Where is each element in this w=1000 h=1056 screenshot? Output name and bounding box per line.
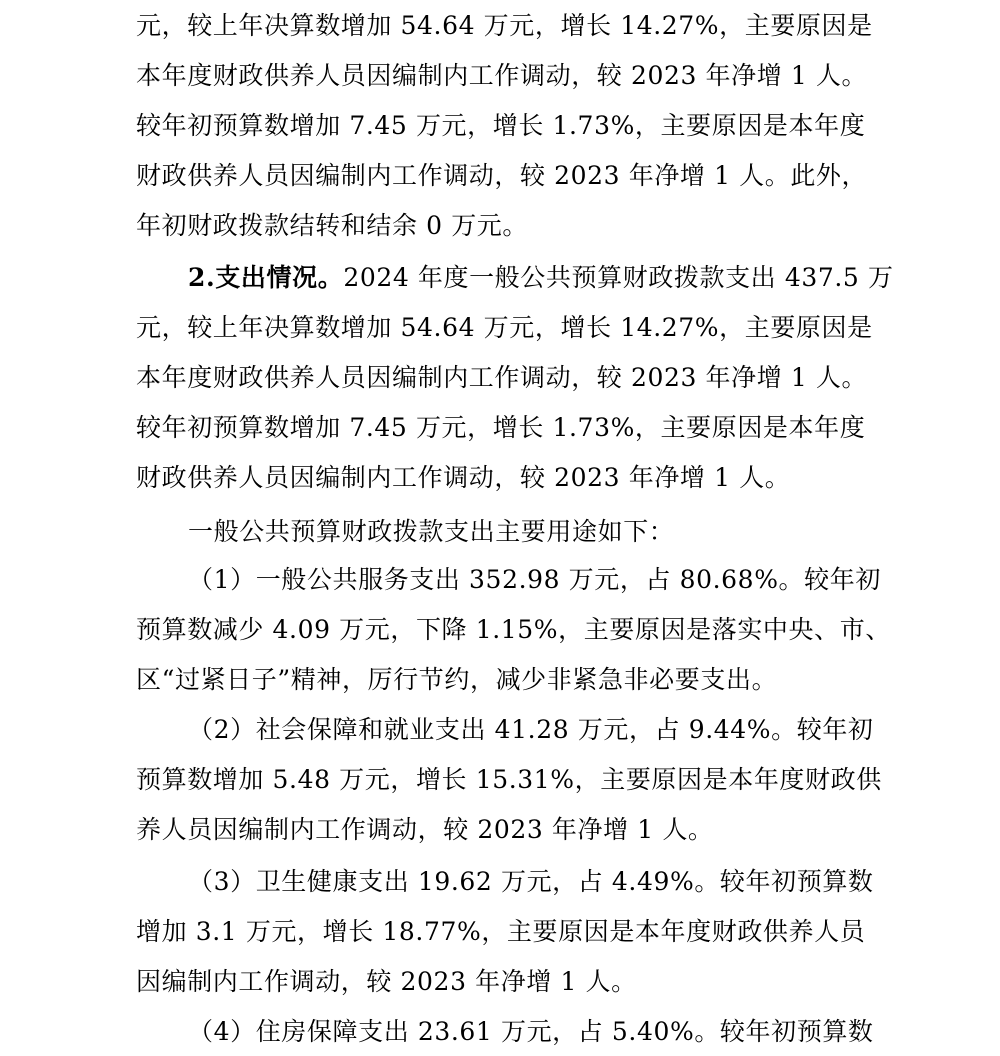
text-line-7: 元，较上年决算数增加 54.64 万元，增长 14.27%，主要原因是: [136, 313, 873, 342]
item-3-line-1: （3）卫生健康支出 19.62 万元，占 4.49%。较年初预算数: [188, 867, 874, 896]
text-line-10: 财政供养人员因编制内工作调动，较 2023 年净增 1 人。: [136, 463, 791, 492]
item-1-line-3: 区“过紧日子”精神，厉行节约，减少非紧急非必要支出。: [136, 665, 778, 694]
section-lead-text: 2024 年度一般公共预算财政拨款支出 437.5 万: [343, 263, 894, 292]
text-line-4: 财政供养人员因编制内工作调动，较 2023 年净增 1 人。此外，: [136, 161, 868, 190]
paragraph-line-1: [188, 262, 948, 294]
item-2-line-1: （2）社会保障和就业支出 41.28 万元，占 9.44%。较年初: [188, 715, 874, 744]
text-line-8: 本年度财政供养人员因编制内工作调动，较 2023 年净增 1 人。: [136, 363, 868, 392]
item-1-line-1: （1）一般公共服务支出 352.98 万元，占 80.68%。较年初: [188, 565, 881, 594]
item-3-line-2: 增加 3.1 万元，增长 18.77%，主要原因是本年度财政供养人员: [136, 917, 866, 946]
text-line-5: 年初财政拨款结转和结余 0 万元。: [136, 211, 529, 240]
section-heading: 2.支出情况。: [188, 263, 344, 292]
item-4-line-1: （4）住房保障支出 23.61 万元，占 5.40%。较年初预算数: [188, 1017, 874, 1046]
text-line-2: 本年度财政供养人员因编制内工作调动，较 2023 年净增 1 人。: [136, 61, 868, 90]
usage-intro-line: 一般公共预算财政拨款支出主要用途如下：: [188, 517, 675, 546]
item-1-line-2: 预算数减少 4.09 万元，下降 1.15%，主要原因是落实中央、市、: [136, 615, 891, 644]
item-2-line-3: 养人员因编制内工作调动，较 2023 年净增 1 人。: [136, 815, 714, 844]
text-line-3: 较年初预算数增加 7.45 万元，增长 1.73%，主要原因是本年度: [136, 111, 866, 140]
text-line-9: 较年初预算数增加 7.45 万元，增长 1.73%，主要原因是本年度: [136, 413, 866, 442]
text-line-1: 元，较上年决算数增加 54.64 万元，增长 14.27%，主要原因是: [136, 11, 873, 40]
item-2-line-2: 预算数增加 5.48 万元，增长 15.31%，主要原因是本年度财政供: [136, 765, 882, 794]
item-3-line-3: 因编制内工作调动，较 2023 年净增 1 人。: [136, 967, 637, 996]
